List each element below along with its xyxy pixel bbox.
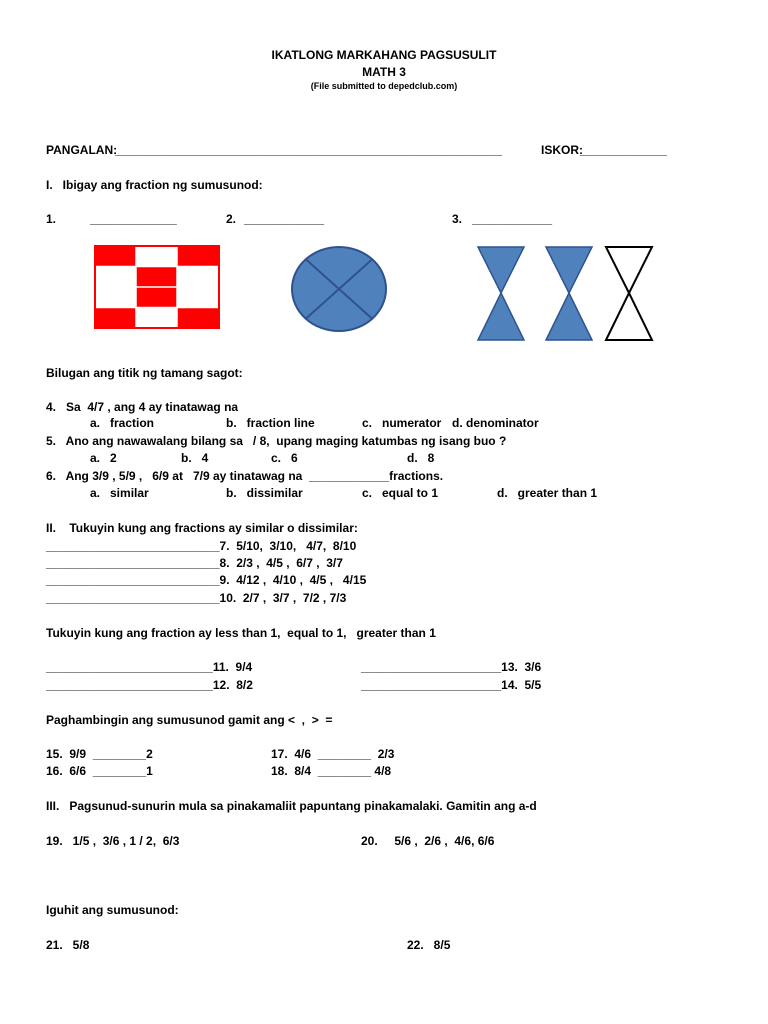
compare1-heading: Tukuyin kung ang fraction ay less than 1, equal to 1, greater than 1 bbox=[46, 626, 436, 640]
grid-cell-shaded bbox=[177, 308, 219, 329]
mc-heading: Bilugan ang titik ng tamang sagot: bbox=[46, 366, 243, 380]
name-line[interactable]: __________________________________________________________ bbox=[115, 143, 503, 157]
part2-item-10[interactable]: __________________________10. 2/7 , 3/7 , 7/2 , 7/3 bbox=[46, 591, 347, 605]
grid-cell-empty bbox=[95, 287, 136, 308]
grid-cell-empty bbox=[136, 308, 177, 329]
item1-blank[interactable]: _____________ bbox=[90, 212, 177, 226]
q6-choice-a[interactable]: a. similar bbox=[90, 486, 149, 500]
question-6: 6. Ang 3/9 , 5/9 , 6/9 at 7/9 ay tinatawag na ____________fractions. bbox=[46, 469, 444, 483]
q4-choice-a[interactable]: a. fraction bbox=[90, 416, 155, 430]
grid-cell-shaded bbox=[95, 308, 136, 329]
q6-choice-b[interactable]: b. dissimilar bbox=[226, 486, 303, 500]
question-5: 5. Ano ang nawawalang bilang sa / 8, upang maging katumbas ng isang buo ? bbox=[46, 434, 507, 448]
item-20[interactable]: 20. 5/6 , 2/6 , 4/6, 6/6 bbox=[361, 834, 495, 848]
score-line[interactable]: _____________ bbox=[580, 143, 667, 157]
item2-number: 2. bbox=[226, 212, 237, 226]
item3-number: 3. bbox=[452, 212, 463, 226]
item-11[interactable]: _________________________11. 9/4 bbox=[46, 660, 253, 674]
score-label: ISKOR: bbox=[541, 143, 583, 157]
q4-choice-b[interactable]: b. fraction line bbox=[226, 416, 315, 430]
fraction-hourglass-figure bbox=[476, 245, 656, 342]
part2-item-8[interactable]: __________________________8. 2/3 , 4/5 , 6/7 , 3/7 bbox=[46, 556, 343, 570]
q6-choice-d[interactable]: d. greater than 1 bbox=[497, 486, 598, 500]
part2-heading: II. Tukuyin kung ang fractions ay similar o dissimilar: bbox=[46, 521, 358, 535]
grid-cell-shaded bbox=[136, 287, 177, 308]
draw-heading: Iguhit ang sumusunod: bbox=[46, 903, 179, 917]
hourglass-filled bbox=[478, 247, 524, 340]
item-19[interactable]: 19. 1/5 , 3/6 , 1 / 2, 6/3 bbox=[46, 834, 180, 848]
q5-choice-a[interactable]: a. 2 bbox=[90, 451, 117, 465]
grid-cell-empty bbox=[95, 267, 136, 288]
q5-choice-b[interactable]: b. 4 bbox=[181, 451, 209, 465]
item-16[interactable]: 16. 6/6 ________1 bbox=[46, 764, 153, 778]
item-14[interactable]: _____________________14. 5/5 bbox=[361, 678, 542, 692]
grid-cell-shaded bbox=[177, 246, 219, 267]
item1-number: 1. bbox=[46, 212, 57, 226]
item3-blank[interactable]: ____________ bbox=[472, 212, 553, 226]
item-15[interactable]: 15. 9/9 ________2 bbox=[46, 747, 153, 761]
item2-blank[interactable]: ____________ bbox=[244, 212, 325, 226]
grid-cell-empty bbox=[177, 287, 219, 308]
question-4: 4. Sa 4/7 , ang 4 ay tinatawag na bbox=[46, 400, 239, 414]
exam-title: IKATLONG MARKAHANG PAGSUSULIT bbox=[271, 48, 497, 62]
item-17[interactable]: 17. 4/6 ________ 2/3 bbox=[271, 747, 395, 761]
item-12[interactable]: _________________________12. 8/2 bbox=[46, 678, 253, 692]
fraction-grid-figure bbox=[94, 245, 220, 329]
compare2-heading: Paghambingin ang sumusunod gamit ang < , > = bbox=[46, 713, 333, 727]
item-21[interactable]: 21. 5/8 bbox=[46, 938, 90, 952]
q5-choice-c[interactable]: c. 6 bbox=[271, 451, 298, 465]
part1-heading: I. Ibigay ang fraction ng sumusunod: bbox=[46, 178, 263, 192]
part3-heading: III. Pagsunud-sunurin mula sa pinakamaliit papuntang pinakamalaki. Gamitin ang a-d bbox=[46, 799, 537, 813]
item-18[interactable]: 18. 8/4 ________ 4/8 bbox=[271, 764, 392, 778]
grid-cell-empty bbox=[136, 246, 177, 267]
q4-choice-d[interactable]: d. denominator bbox=[452, 416, 539, 430]
source-note: (File submitted to depedclub.com) bbox=[310, 81, 458, 91]
part2-item-7[interactable]: __________________________7. 5/10, 3/10, 4/7, 8/10 bbox=[46, 539, 357, 553]
hourglass-empty bbox=[606, 247, 652, 340]
item-22[interactable]: 22. 8/5 bbox=[407, 938, 451, 952]
q6-choice-c[interactable]: c. equal to 1 bbox=[362, 486, 439, 500]
name-label: PANGALAN: bbox=[46, 143, 118, 157]
grid-cell-shaded bbox=[136, 267, 177, 288]
hourglass-filled bbox=[546, 247, 592, 340]
fraction-circle-figure bbox=[289, 245, 389, 333]
grid-cell-shaded bbox=[95, 246, 136, 267]
part2-item-9[interactable]: __________________________9. 4/12 , 4/10 , 4/5 , 4/15 bbox=[46, 573, 367, 587]
item-13[interactable]: _____________________13. 3/6 bbox=[361, 660, 542, 674]
q5-choice-d[interactable]: d. 8 bbox=[407, 451, 435, 465]
subject-title: MATH 3 bbox=[362, 65, 406, 79]
grid-cell-empty bbox=[177, 267, 219, 288]
q4-choice-c[interactable]: c. numerator bbox=[362, 416, 442, 430]
